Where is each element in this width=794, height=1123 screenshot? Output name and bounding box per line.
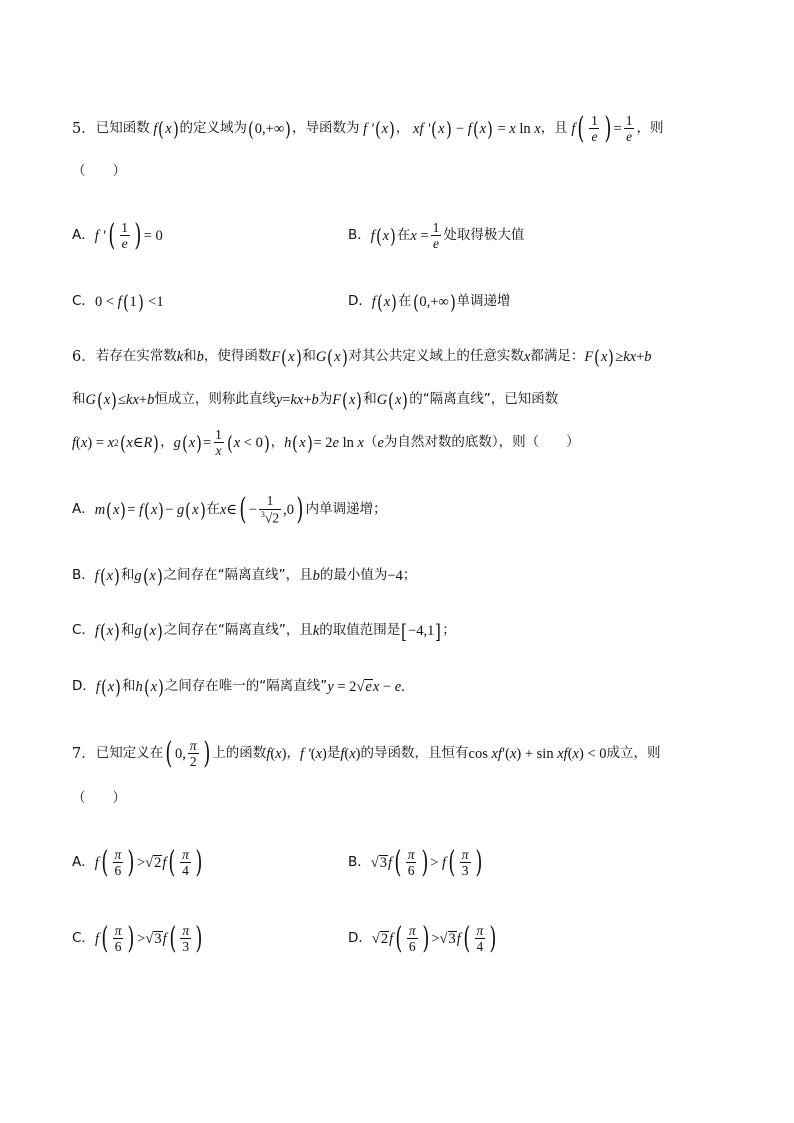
q5-options-row1 (72, 216, 722, 256)
q5-option-d[interactable]: D． f ( x ) 在 ( 0,+∞ ) 单调递增 (348, 290, 511, 314)
q7-options-row2 (72, 918, 722, 960)
q6-option-c[interactable]: C． f ( x ) 和 g ( x ) 之间存在“隔离直线”，且 k 的取值范围是 [ −4,1 ] ； (72, 619, 456, 643)
q6-stem-line2: 和 G ( x ) ≤ kx + b 恒成立，则称此直线 y = kx + b 为 F ( x ) 和 G ( x ) 的“隔离直线”，已知函数 (72, 388, 559, 412)
q5-option-a[interactable]: A． f ' ( $\frac{1}{e}$ ) = 0 (72, 218, 163, 253)
q7-paren: （ ） (72, 790, 126, 806)
q6-option-b[interactable]: B． f ( x ) 和 g ( x ) 之间存在“隔离直线”，且 b 的最小值为 −4 ； (72, 564, 417, 588)
q7-option-b[interactable]: B． √ 3 f ( $\frac{\pi}{6}$ ) > f ( $\frac{\pi}{3}$ ) (348, 845, 482, 880)
q5-option-c[interactable]: C． 0 < f ( 1 ) <1 (72, 290, 164, 314)
q6-stem-line1: 6． 若存在实常数 k 和 b ，使得函数 F ( x ) 和 G ( x ) 对其公共定义域上的任意实数 x 都满足： F ( x ) ≥ kx + b (72, 345, 652, 369)
q7-stem-line1: 7． 已知定义在 ( 0, $\frac{\pi}{2}$ ) 上的函数 f ( x ) ， f ' ( x ) 是 f ( x ) 的导函数，且恒有 cos xf ′( x ) + sin xf ( x ) < 0 成立，则 (72, 736, 661, 771)
q6-option-d[interactable]: D． f ( x ) 和 h ( x ) 之间存在唯一的“隔离直线” y = 2 √ e x − e . (72, 675, 405, 699)
q5-stem-line1: 5． 已知函数 f ( x ) 的定义域为 ( 0,+∞ ) ，导函数为 f ' ( x ) ， xf ' ( x ) − f ( x ) = x ln x ，且 f ( $\frac{1}{e}$ ) = $\frac{1}{e}$ ，则 (72, 111, 664, 146)
q5-number: 5． (72, 120, 96, 137)
q6-option-a[interactable]: A． m ( x ) = f ( x ) − g ( x ) 在 x ∈ ( − $\frac{1}{^3√2}$ ,0 ) 内单调递增； (72, 492, 387, 527)
q5-option-b[interactable]: B． f ( x ) 在 x = $\frac{1}{e}$ 处取得极大值 (348, 219, 525, 251)
q7-option-c[interactable]: C． f ( $\frac{\pi}{6}$ ) > √ 3 f ( $\frac{\pi}{3}$ ) (72, 921, 203, 956)
q6-stem-line3: f ( x ) = x 2 ( x ∈ R ) ， g ( x ) = $\frac{1}{x}$ ( x < 0 ) ， h ( x ) = 2 e ln x （ e 为自然对数的底数），则（ ） (72, 426, 580, 458)
q7-option-a[interactable]: A． f ( $\frac{\pi}{6}$ ) > √ 2 f ( $\frac{\pi}{4}$ ) (72, 845, 203, 880)
q5-paren: （ ） (72, 163, 126, 179)
q7-option-d[interactable]: D． √ 2 f ( $\frac{\pi}{6}$ ) > √ 3 f ( $\frac{\pi}{4}$ ) (348, 921, 497, 956)
q7-options-row1 (72, 842, 722, 884)
q5-options-row2 (72, 292, 722, 312)
